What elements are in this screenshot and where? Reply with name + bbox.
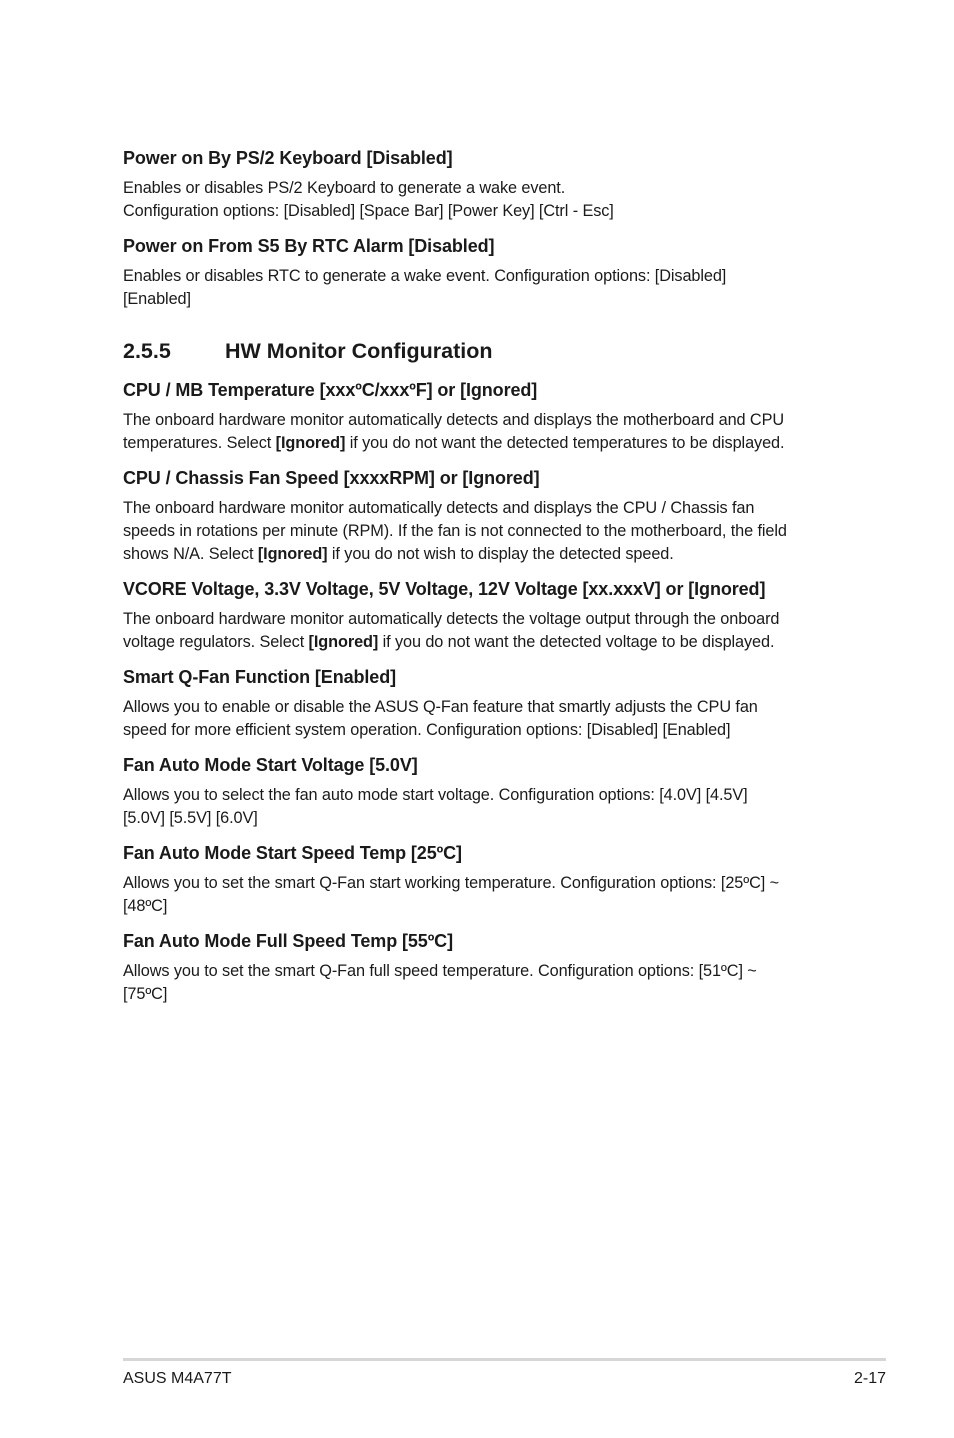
item-fan-start-temp <box>123 841 843 918</box>
item-fan-full-speed-temp <box>123 929 843 1006</box>
desc-line: speeds in rotations per minute (RPM). If the fan is not connected to the motherboard, the field <box>123 522 787 540</box>
desc-line: speed for more efficient system operation. Configuration options: [Disabled] [Enabled] <box>123 721 731 739</box>
desc-bold-option: [Ignored] <box>308 633 379 651</box>
item-heading: Fan Auto Mode Start Speed Temp [25ºC] <box>123 843 462 863</box>
page-content <box>123 146 843 1017</box>
section-heading <box>123 337 843 365</box>
item-description <box>123 872 843 918</box>
item-description <box>123 784 843 830</box>
item-rtc-alarm <box>123 234 843 311</box>
desc-bold-option: [Ignored] <box>257 545 328 563</box>
item-heading: CPU / Chassis Fan Speed [xxxxRPM] or [Ignored] <box>123 468 540 488</box>
item-heading: CPU / MB Temperature [xxxºC/xxxºF] or [Ignored] <box>123 380 538 400</box>
desc-line: Enables or disables PS/2 Keyboard to generate a wake event. <box>123 179 566 197</box>
desc-line <box>123 432 843 455</box>
section-title: HW Monitor Configuration <box>225 339 493 363</box>
item-heading: Fan Auto Mode Start Voltage [5.0V] <box>123 755 418 775</box>
desc-bold-option: [Ignored] <box>275 434 346 452</box>
item-description <box>123 960 843 1006</box>
footer-product-name: ASUS M4A77T <box>123 1370 232 1387</box>
item-voltages <box>123 577 843 654</box>
desc-line: Allows you to select the fan auto mode start voltage. Configuration options: [4.0V] [4.5V] <box>123 786 748 804</box>
desc-text: if you do not want the detected voltage to be displayed. <box>378 633 775 651</box>
item-description <box>123 696 843 742</box>
desc-line: The onboard hardware monitor automatically detects and displays the CPU / Chassis fan <box>123 499 755 517</box>
item-description <box>123 497 843 566</box>
footer-divider <box>123 1358 886 1361</box>
desc-line: [Enabled] <box>123 290 191 308</box>
item-description <box>123 265 843 311</box>
section-number: 2.5.5 <box>123 339 171 363</box>
item-description <box>123 608 843 654</box>
desc-line: The onboard hardware monitor automatically detects the voltage output through the onboard <box>123 610 780 628</box>
desc-text: temperatures. Select <box>123 434 276 452</box>
item-fan-start-voltage <box>123 753 843 830</box>
item-fan-speed <box>123 466 843 566</box>
desc-line <box>123 543 843 566</box>
desc-line: Allows you to set the smart Q-Fan full speed temperature. Configuration options: [51ºC] ~ <box>123 962 757 980</box>
desc-line: Enables or disables RTC to generate a wake event. Configuration options: [Disabled] <box>123 267 727 285</box>
item-description <box>123 409 843 455</box>
desc-line: Allows you to set the smart Q-Fan start working temperature. Configuration options: [25ºC] ~ <box>123 874 779 892</box>
item-smart-qfan <box>123 665 843 742</box>
desc-text: voltage regulators. Select <box>123 633 309 651</box>
desc-line: The onboard hardware monitor automatically detects and displays the motherboard and CPU <box>123 411 785 429</box>
desc-text: if you do not wish to display the detected speed. <box>327 545 674 563</box>
item-heading: Power on By PS/2 Keyboard [Disabled] <box>123 148 453 168</box>
item-heading: Fan Auto Mode Full Speed Temp [55ºC] <box>123 931 453 951</box>
footer-page-number: 2-17 <box>853 1370 886 1387</box>
desc-line: [48ºC] <box>123 897 168 915</box>
item-heading: Smart Q-Fan Function [Enabled] <box>123 667 397 687</box>
desc-line: Configuration options: [Disabled] [Space Bar] [Power Key] [Ctrl - Esc] <box>123 202 614 220</box>
item-cpu-mb-temperature <box>123 378 843 455</box>
desc-line: Allows you to enable or disable the ASUS Q-Fan feature that smartly adjusts the CPU fan <box>123 698 758 716</box>
desc-line: [5.0V] [5.5V] [6.0V] <box>123 809 258 827</box>
desc-text: if you do not want the detected temperatures to be displayed. <box>345 434 785 452</box>
desc-line <box>123 631 843 654</box>
desc-text: shows N/A. Select <box>123 545 258 563</box>
item-ps2-keyboard <box>123 146 843 223</box>
item-description <box>123 177 843 223</box>
item-heading: Power on From S5 By RTC Alarm [Disabled] <box>123 236 495 256</box>
item-heading: VCORE Voltage, 3.3V Voltage, 5V Voltage, 12V Voltage [xx.xxxV] or [Ignored] <box>123 579 766 599</box>
desc-line: [75ºC] <box>123 985 168 1003</box>
